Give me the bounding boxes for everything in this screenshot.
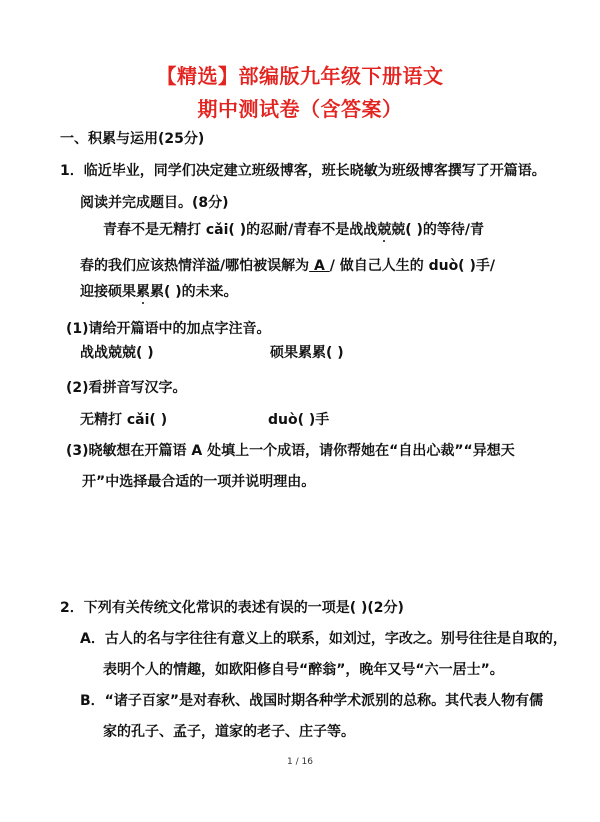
q2-option-a-line1: A．古人的名与字往往有意义上的联系，如刘过，字改之。别号往往是自取的，	[80, 631, 567, 647]
passage-text: 青春不是无精打 cǎi( )的忍耐/青春不是战战	[103, 222, 378, 238]
q1-sub1: (1)请给开篇语中的加点字注音。	[66, 321, 271, 337]
q1-sub3-a: (3)晓敏想在开篇语 A 处填上一个成语，请你帮她在“自出心裁”“异想天	[66, 443, 515, 459]
q2-option-b-line2: 家的孔子、孟子，道家的老子、庄子等。	[103, 724, 355, 740]
q1-passage-line3	[80, 281, 238, 301]
q1-sub2-b: duò( )手	[268, 412, 330, 428]
passage-text: 春的我们应该热情洋溢/哪怕被误解为	[80, 258, 310, 274]
q1-sub1-a: 战战兢兢( )	[80, 345, 154, 361]
q1-passage-line2	[80, 255, 495, 275]
dotted-char: 兢	[377, 222, 392, 238]
passage-text: / 做自己人生的 duò( )手/	[329, 258, 495, 274]
passage-text: 迎接硕果	[80, 284, 136, 300]
doc-title-line1: 【精选】部编版九年级下册语文	[156, 64, 444, 88]
blank-a: A	[309, 258, 330, 274]
q1-sub2-a: 无精打 cǎi( )	[80, 412, 168, 428]
dotted-char: 累	[136, 284, 150, 300]
q2-option-b-line1: B．“诸子百家”是对春秋、战国时期各种学术派别的总称。其代表人物有儒	[80, 693, 544, 709]
passage-text: 累( )的未来。	[150, 284, 238, 300]
q1-sub2: (2)看拼音写汉字。	[66, 380, 187, 396]
section1-heading: 一、积累与运用(25分)	[60, 131, 205, 147]
q1-intro-a: 1．临近毕业，同学们决定建立班级博客，班长晓敏为班级博客撰写了开篇语。	[60, 163, 546, 179]
q2-stem: 2．下列有关传统文化常识的表述有误的一项是( )(2分)	[60, 600, 404, 616]
q2-option-a-line2: 表明个人的情趣，如欧阳修自号“醉翁”，晚年又号“六一居士”。	[103, 662, 504, 678]
q1-passage-line1	[103, 219, 484, 239]
q1-sub1-b: 硕果累累( )	[270, 345, 344, 361]
q1-intro-b: 阅读并完成题目。(8分)	[80, 195, 229, 211]
page-number: 1 / 16	[287, 757, 313, 767]
passage-text: 兢( )的等待/青	[391, 222, 484, 238]
q1-sub3-b: 开”中选择最合适的一项并说明理由。	[82, 474, 316, 490]
doc-title-line2: 期中测试卷（含答案）	[197, 97, 403, 121]
